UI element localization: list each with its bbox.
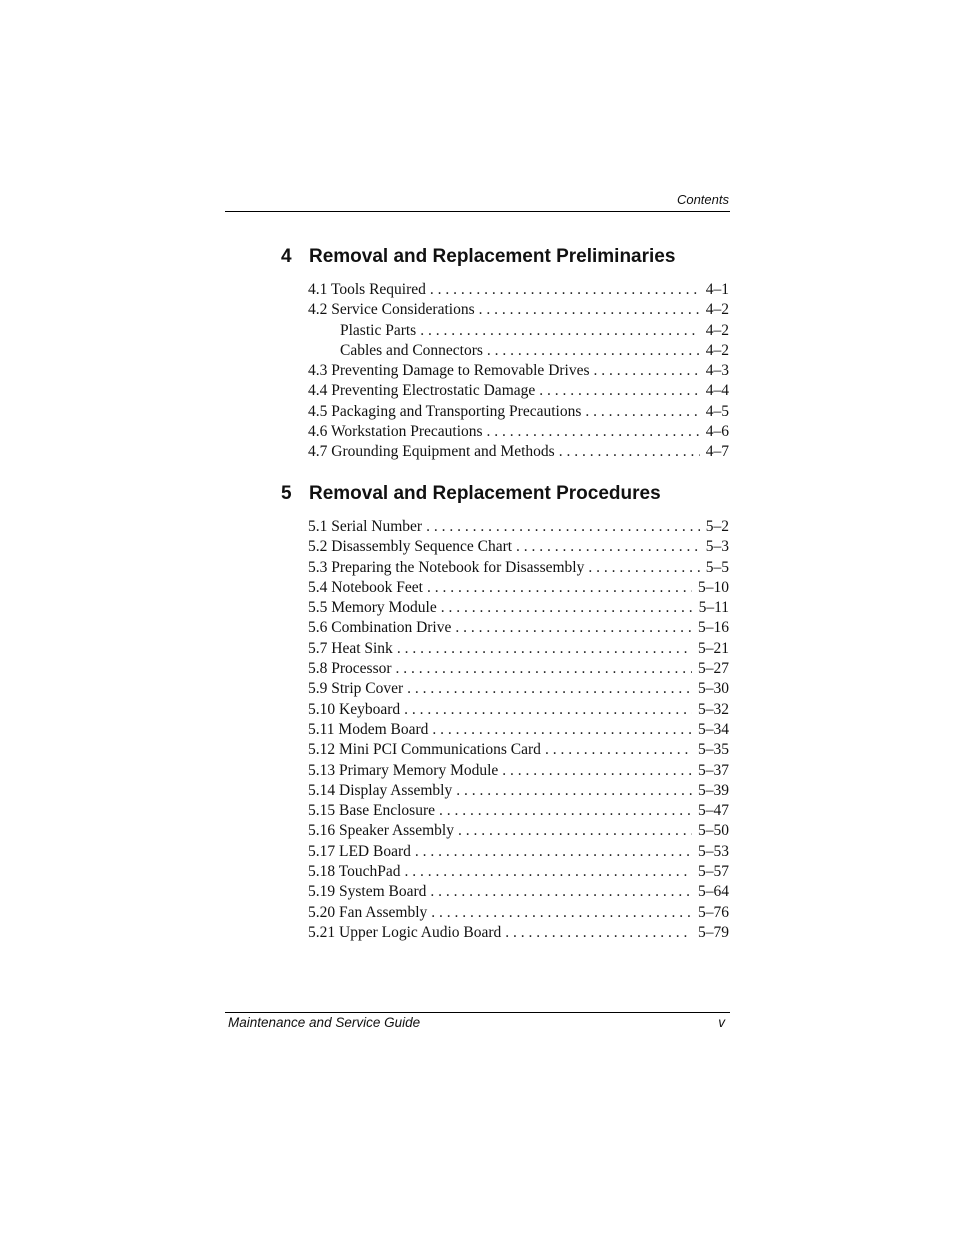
toc-entry[interactable] (308, 720, 729, 740)
toc-entry-page: 5–32 (698, 700, 729, 718)
toc-entry-label: 5.19 System Board (308, 883, 427, 901)
toc-entry[interactable] (308, 558, 729, 578)
toc-entry-page: 4–2 (705, 321, 729, 339)
toc-entry-label: 5.2 Disassembly Sequence Chart (308, 538, 513, 556)
toc-entry-page: 5–76 (698, 903, 729, 921)
toc-entry[interactable] (308, 280, 729, 300)
dot-leader (427, 578, 692, 598)
toc-entry-label: 5.6 Combination Drive (308, 619, 452, 637)
toc-entry-label: 5.14 Display Assembly (308, 781, 453, 799)
dot-leader (479, 300, 700, 320)
dot-leader (407, 679, 692, 699)
dot-leader (426, 517, 700, 537)
toc-entry-page: 4–1 (705, 281, 729, 298)
toc-entry-label: 5.21 Upper Logic Audio Board (308, 923, 502, 941)
toc-entry-label: 5.7 Heat Sink (308, 639, 393, 657)
toc-entry-page: 5–79 (698, 923, 729, 941)
toc-entry-page: 4–6 (705, 423, 729, 441)
toc-entry[interactable] (308, 578, 729, 598)
dot-leader (456, 781, 692, 801)
toc-entry-label: 5.11 Modem Board (308, 720, 429, 738)
toc-entry-label: 5.1 Serial Number (308, 518, 423, 535)
chapter-number: 4 (281, 246, 292, 267)
toc-entry-label: 4.1 Tools Required (308, 281, 426, 298)
dot-leader (396, 659, 692, 679)
toc-entry[interactable] (308, 679, 729, 699)
toc-entry[interactable] (308, 700, 729, 720)
dot-leader (458, 821, 692, 841)
dot-leader (539, 381, 699, 401)
toc-entry[interactable] (308, 781, 729, 801)
toc-entry[interactable] (308, 537, 729, 557)
toc-entry[interactable] (308, 598, 729, 618)
toc-entry-page: 5–27 (698, 660, 729, 678)
dot-leader (430, 882, 692, 902)
page-footer (228, 1014, 725, 1031)
toc-entry-page: 5–5 (705, 558, 729, 576)
toc-entry-label: 5.17 LED Board (308, 842, 411, 860)
toc-entry-label: 4.6 Workstation Precautions (308, 423, 483, 441)
dot-leader (404, 700, 692, 720)
toc-entry-label: 5.8 Processor (308, 660, 392, 678)
toc-entry-page: 5–53 (698, 842, 729, 860)
dot-leader (430, 280, 700, 300)
toc-entry[interactable] (308, 381, 729, 401)
chapter-title: Removal and Replacement Preliminaries (309, 246, 676, 267)
dot-leader (585, 402, 699, 422)
dot-leader (431, 903, 692, 923)
toc-entry[interactable] (308, 659, 729, 679)
toc-entry-label: 5.5 Memory Module (308, 599, 437, 617)
toc-entry[interactable] (308, 882, 729, 902)
dot-leader (487, 341, 700, 361)
running-header: Contents (676, 192, 729, 207)
toc-entry[interactable] (308, 801, 729, 821)
toc-entry-page: 4–2 (705, 341, 729, 359)
toc-entry-label: Plastic Parts (340, 321, 417, 339)
toc-entry-page: 5–16 (698, 619, 729, 637)
dot-leader (545, 740, 692, 760)
toc-entry-page: 5–37 (698, 761, 729, 779)
dot-leader (441, 598, 693, 618)
toc-entry[interactable] (308, 761, 729, 781)
dot-leader (505, 923, 692, 943)
toc-entry-page: 4–7 (705, 443, 729, 461)
toc-entry[interactable] (308, 618, 729, 638)
toc-entry-label: 4.4 Preventing Electrostatic Damage (308, 382, 536, 400)
toc-entry[interactable] (308, 639, 729, 659)
dot-leader (432, 720, 692, 740)
toc-entry-page: 5–57 (698, 863, 729, 881)
dot-leader (516, 537, 700, 557)
toc-entry-page: 5–47 (698, 802, 729, 820)
header-rule (225, 211, 730, 212)
toc-entry[interactable] (308, 923, 729, 943)
toc-entry-label: 5.20 Fan Assembly (308, 903, 428, 921)
toc-entry-page: 5–3 (705, 538, 729, 556)
chapter-4-toc-list (308, 280, 729, 463)
toc-entry[interactable] (308, 903, 729, 923)
footer-rule (225, 1012, 730, 1013)
dot-leader (502, 761, 692, 781)
chapter-number: 5 (281, 483, 292, 504)
footer-page-number: v (718, 1015, 725, 1030)
toc-entry[interactable] (308, 517, 729, 537)
toc-entry-page: 5–50 (698, 822, 729, 840)
toc-entry[interactable] (308, 321, 729, 341)
chapter-title: Removal and Replacement Procedures (309, 483, 661, 504)
toc-entry-page: 5–34 (698, 720, 729, 738)
toc-entry-label: 5.16 Speaker Assembly (308, 822, 454, 840)
toc-entry-label: 4.2 Service Considerations (308, 301, 475, 319)
toc-entry-page: 5–11 (698, 599, 729, 617)
toc-entry[interactable] (308, 341, 729, 361)
toc-entry-label: 4.3 Preventing Damage to Removable Drives (308, 362, 590, 380)
toc-entry[interactable] (308, 402, 729, 422)
toc-entry[interactable] (308, 361, 729, 381)
toc-entry-page: 5–64 (698, 883, 729, 901)
toc-entry-label: 4.5 Packaging and Transporting Precautions (308, 402, 582, 420)
toc-entry-label: 5.12 Mini PCI Communications Card (308, 741, 541, 759)
toc-entry-page: 4–2 (705, 301, 729, 319)
toc-entry-page: 5–35 (698, 741, 729, 759)
toc-entry-label: 5.3 Preparing the Notebook for Disassembly (308, 558, 585, 576)
dot-leader (405, 862, 693, 882)
dot-leader (594, 361, 700, 381)
toc-entry-page: 5–10 (698, 578, 729, 596)
dot-leader (397, 639, 692, 659)
footer-guide-title: Maintenance and Service Guide (228, 1015, 421, 1030)
toc-entry-label: Cables and Connectors (340, 341, 483, 359)
toc-entry[interactable] (308, 442, 729, 462)
toc-entry-label: 5.13 Primary Memory Module (308, 761, 499, 779)
toc-entry-page: 5–30 (698, 680, 729, 698)
toc-entry[interactable] (308, 842, 729, 862)
toc-entry-page: 5–39 (698, 781, 729, 799)
toc-entry[interactable] (308, 422, 729, 442)
toc-entry-label: 5.15 Base Enclosure (308, 802, 435, 820)
toc-entry-label: 4.7 Grounding Equipment and Methods (308, 443, 555, 461)
toc-entry[interactable] (308, 740, 729, 760)
toc-entry-page: 5–21 (698, 639, 729, 657)
dot-leader (559, 442, 700, 462)
toc-entry[interactable] (308, 821, 729, 841)
dot-leader (439, 801, 692, 821)
dot-leader (420, 321, 700, 341)
chapter-heading-5 (281, 482, 741, 506)
toc-entry-page: 4–5 (705, 402, 729, 420)
toc-entry-page: 4–4 (705, 382, 729, 400)
toc-entry[interactable] (308, 300, 729, 320)
dot-leader (487, 422, 700, 442)
toc-entry[interactable] (308, 862, 729, 882)
chapter-5-toc-list (308, 517, 729, 943)
dot-leader (455, 618, 692, 638)
toc-entry-label: 5.10 Keyboard (308, 700, 401, 718)
dot-leader (588, 558, 699, 578)
toc-entry-label: 5.4 Notebook Feet (308, 578, 423, 596)
toc-entry-page: 5–2 (705, 518, 729, 535)
chapter-heading-4 (281, 245, 741, 269)
dot-leader (415, 842, 692, 862)
toc-entry-label: 5.18 TouchPad (308, 863, 401, 881)
toc-entry-label: 5.9 Strip Cover (308, 680, 404, 698)
toc-entry-page: 4–3 (705, 362, 729, 380)
